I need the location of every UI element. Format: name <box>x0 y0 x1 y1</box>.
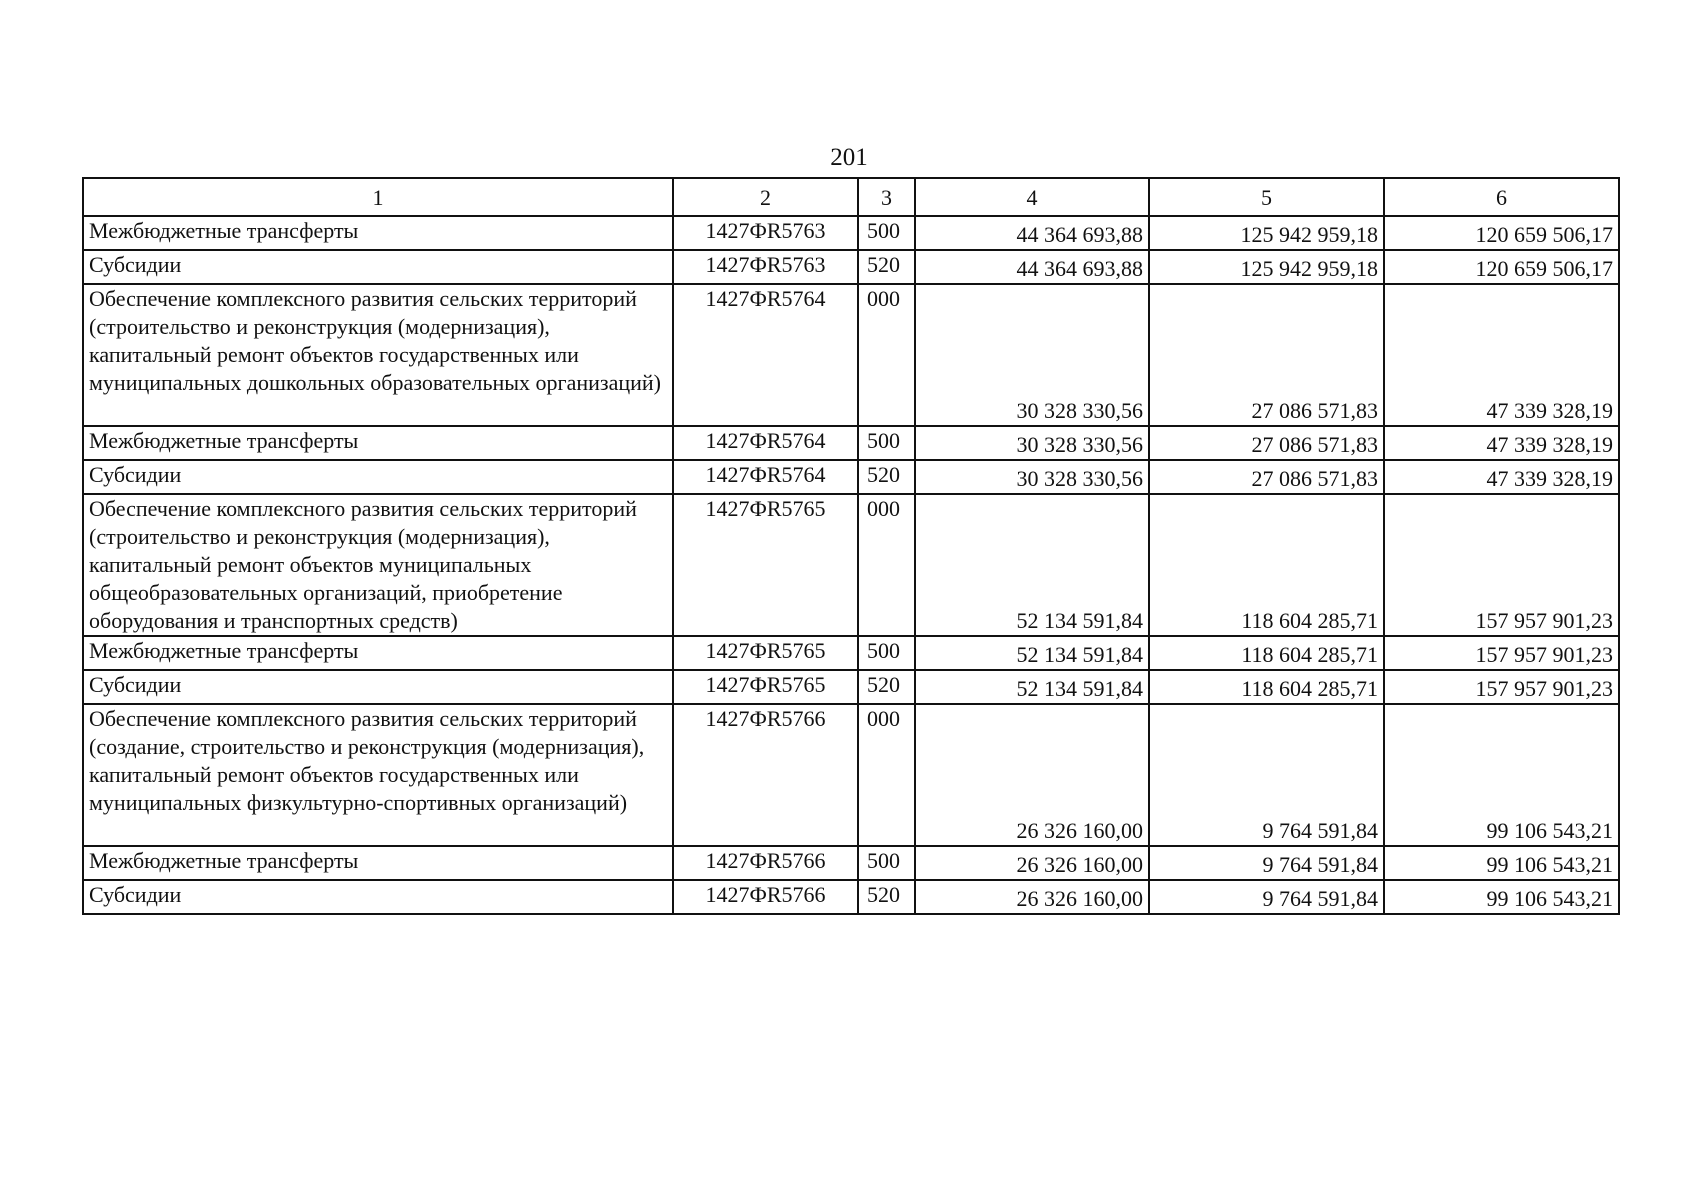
table-header <box>83 178 1619 216</box>
table-row <box>83 460 1619 494</box>
table-row <box>83 250 1619 284</box>
table-row <box>83 216 1619 250</box>
row-code: 1427ФR5763 <box>673 216 858 250</box>
row-value-6: 99 106 543,21 <box>1384 880 1619 914</box>
row-expense-type: 520 <box>858 880 915 914</box>
table-row <box>83 846 1619 880</box>
row-value-6: 47 339 328,19 <box>1384 284 1619 426</box>
table-body <box>83 216 1619 914</box>
header-row <box>83 178 1619 216</box>
row-value-5: 27 086 571,83 <box>1149 426 1384 460</box>
table-row <box>83 494 1619 636</box>
row-name: Субсидии <box>83 880 673 914</box>
row-code: 1427ФR5766 <box>673 880 858 914</box>
row-value-6: 157 957 901,23 <box>1384 494 1619 636</box>
table-row <box>83 670 1619 704</box>
row-name: Субсидии <box>83 460 673 494</box>
row-value-6: 120 659 506,17 <box>1384 250 1619 284</box>
row-value-5: 118 604 285,71 <box>1149 636 1384 670</box>
row-value-6: 99 106 543,21 <box>1384 846 1619 880</box>
row-value-5: 118 604 285,71 <box>1149 494 1384 636</box>
row-name: Субсидии <box>83 250 673 284</box>
row-value-4: 44 364 693,88 <box>915 216 1149 250</box>
row-value-6: 99 106 543,21 <box>1384 704 1619 846</box>
row-value-4: 30 328 330,56 <box>915 460 1149 494</box>
row-value-5: 9 764 591,84 <box>1149 846 1384 880</box>
row-expense-type: 000 <box>858 494 915 636</box>
row-value-5: 118 604 285,71 <box>1149 670 1384 704</box>
column-header-2: 2 <box>673 178 858 216</box>
table-row <box>83 284 1619 426</box>
row-value-5: 125 942 959,18 <box>1149 250 1384 284</box>
row-name: Межбюджетные трансферты <box>83 846 673 880</box>
row-expense-type: 000 <box>858 284 915 426</box>
row-value-4: 30 328 330,56 <box>915 284 1149 426</box>
row-name: Субсидии <box>83 670 673 704</box>
row-code: 1427ФR5766 <box>673 846 858 880</box>
column-header-5: 5 <box>1149 178 1384 216</box>
row-expense-type: 500 <box>858 426 915 460</box>
row-value-6: 47 339 328,19 <box>1384 460 1619 494</box>
row-expense-type: 520 <box>858 670 915 704</box>
page-number: 201 <box>830 144 868 171</box>
row-value-5: 27 086 571,83 <box>1149 460 1384 494</box>
row-code: 1427ФR5766 <box>673 704 858 846</box>
row-name: Межбюджетные трансферты <box>83 426 673 460</box>
row-value-4: 52 134 591,84 <box>915 670 1149 704</box>
row-name: Обеспечение комплексного развития сельских территорий (строительство и реконструкция (модернизация), капитальный ремонт объектов муниципальных общеобразовательных организаций, приобретение оборудования и транспортных средств) <box>83 494 673 636</box>
row-value-6: 47 339 328,19 <box>1384 426 1619 460</box>
row-expense-type: 500 <box>858 846 915 880</box>
row-code: 1427ФR5764 <box>673 284 858 426</box>
row-expense-type: 500 <box>858 636 915 670</box>
row-value-6: 157 957 901,23 <box>1384 670 1619 704</box>
row-value-4: 52 134 591,84 <box>915 636 1149 670</box>
table-row <box>83 704 1619 846</box>
row-expense-type: 500 <box>858 216 915 250</box>
row-name: Обеспечение комплексного развития сельских территорий (строительство и реконструкция (модернизация), капитальный ремонт объектов государственных или муниципальных дошкольных образовательных организаций) <box>83 284 673 426</box>
row-code: 1427ФR5765 <box>673 636 858 670</box>
row-value-4: 26 326 160,00 <box>915 880 1149 914</box>
row-value-6: 157 957 901,23 <box>1384 636 1619 670</box>
row-code: 1427ФR5765 <box>673 670 858 704</box>
row-expense-type: 520 <box>858 250 915 284</box>
column-header-1: 1 <box>83 178 673 216</box>
column-header-4: 4 <box>915 178 1149 216</box>
row-expense-type: 000 <box>858 704 915 846</box>
row-name: Межбюджетные трансферты <box>83 636 673 670</box>
row-code: 1427ФR5764 <box>673 460 858 494</box>
budget-table <box>82 177 1620 915</box>
row-value-5: 125 942 959,18 <box>1149 216 1384 250</box>
row-code: 1427ФR5764 <box>673 426 858 460</box>
table-row <box>83 880 1619 914</box>
row-value-4: 26 326 160,00 <box>915 846 1149 880</box>
row-value-4: 44 364 693,88 <box>915 250 1149 284</box>
column-header-6: 6 <box>1384 178 1619 216</box>
row-name: Обеспечение комплексного развития сельских территорий (создание, строительство и реконструкция (модернизация), капитальный ремонт объектов государственных или муниципальных физкультурно-спортивных организаций) <box>83 704 673 846</box>
row-value-4: 30 328 330,56 <box>915 426 1149 460</box>
row-value-5: 27 086 571,83 <box>1149 284 1384 426</box>
column-header-3: 3 <box>858 178 915 216</box>
row-value-5: 9 764 591,84 <box>1149 704 1384 846</box>
row-code: 1427ФR5765 <box>673 494 858 636</box>
table-row <box>83 636 1619 670</box>
table-row <box>83 426 1619 460</box>
row-name: Межбюджетные трансферты <box>83 216 673 250</box>
row-value-6: 120 659 506,17 <box>1384 216 1619 250</box>
row-value-4: 26 326 160,00 <box>915 704 1149 846</box>
row-code: 1427ФR5763 <box>673 250 858 284</box>
row-value-5: 9 764 591,84 <box>1149 880 1384 914</box>
row-value-4: 52 134 591,84 <box>915 494 1149 636</box>
row-expense-type: 520 <box>858 460 915 494</box>
